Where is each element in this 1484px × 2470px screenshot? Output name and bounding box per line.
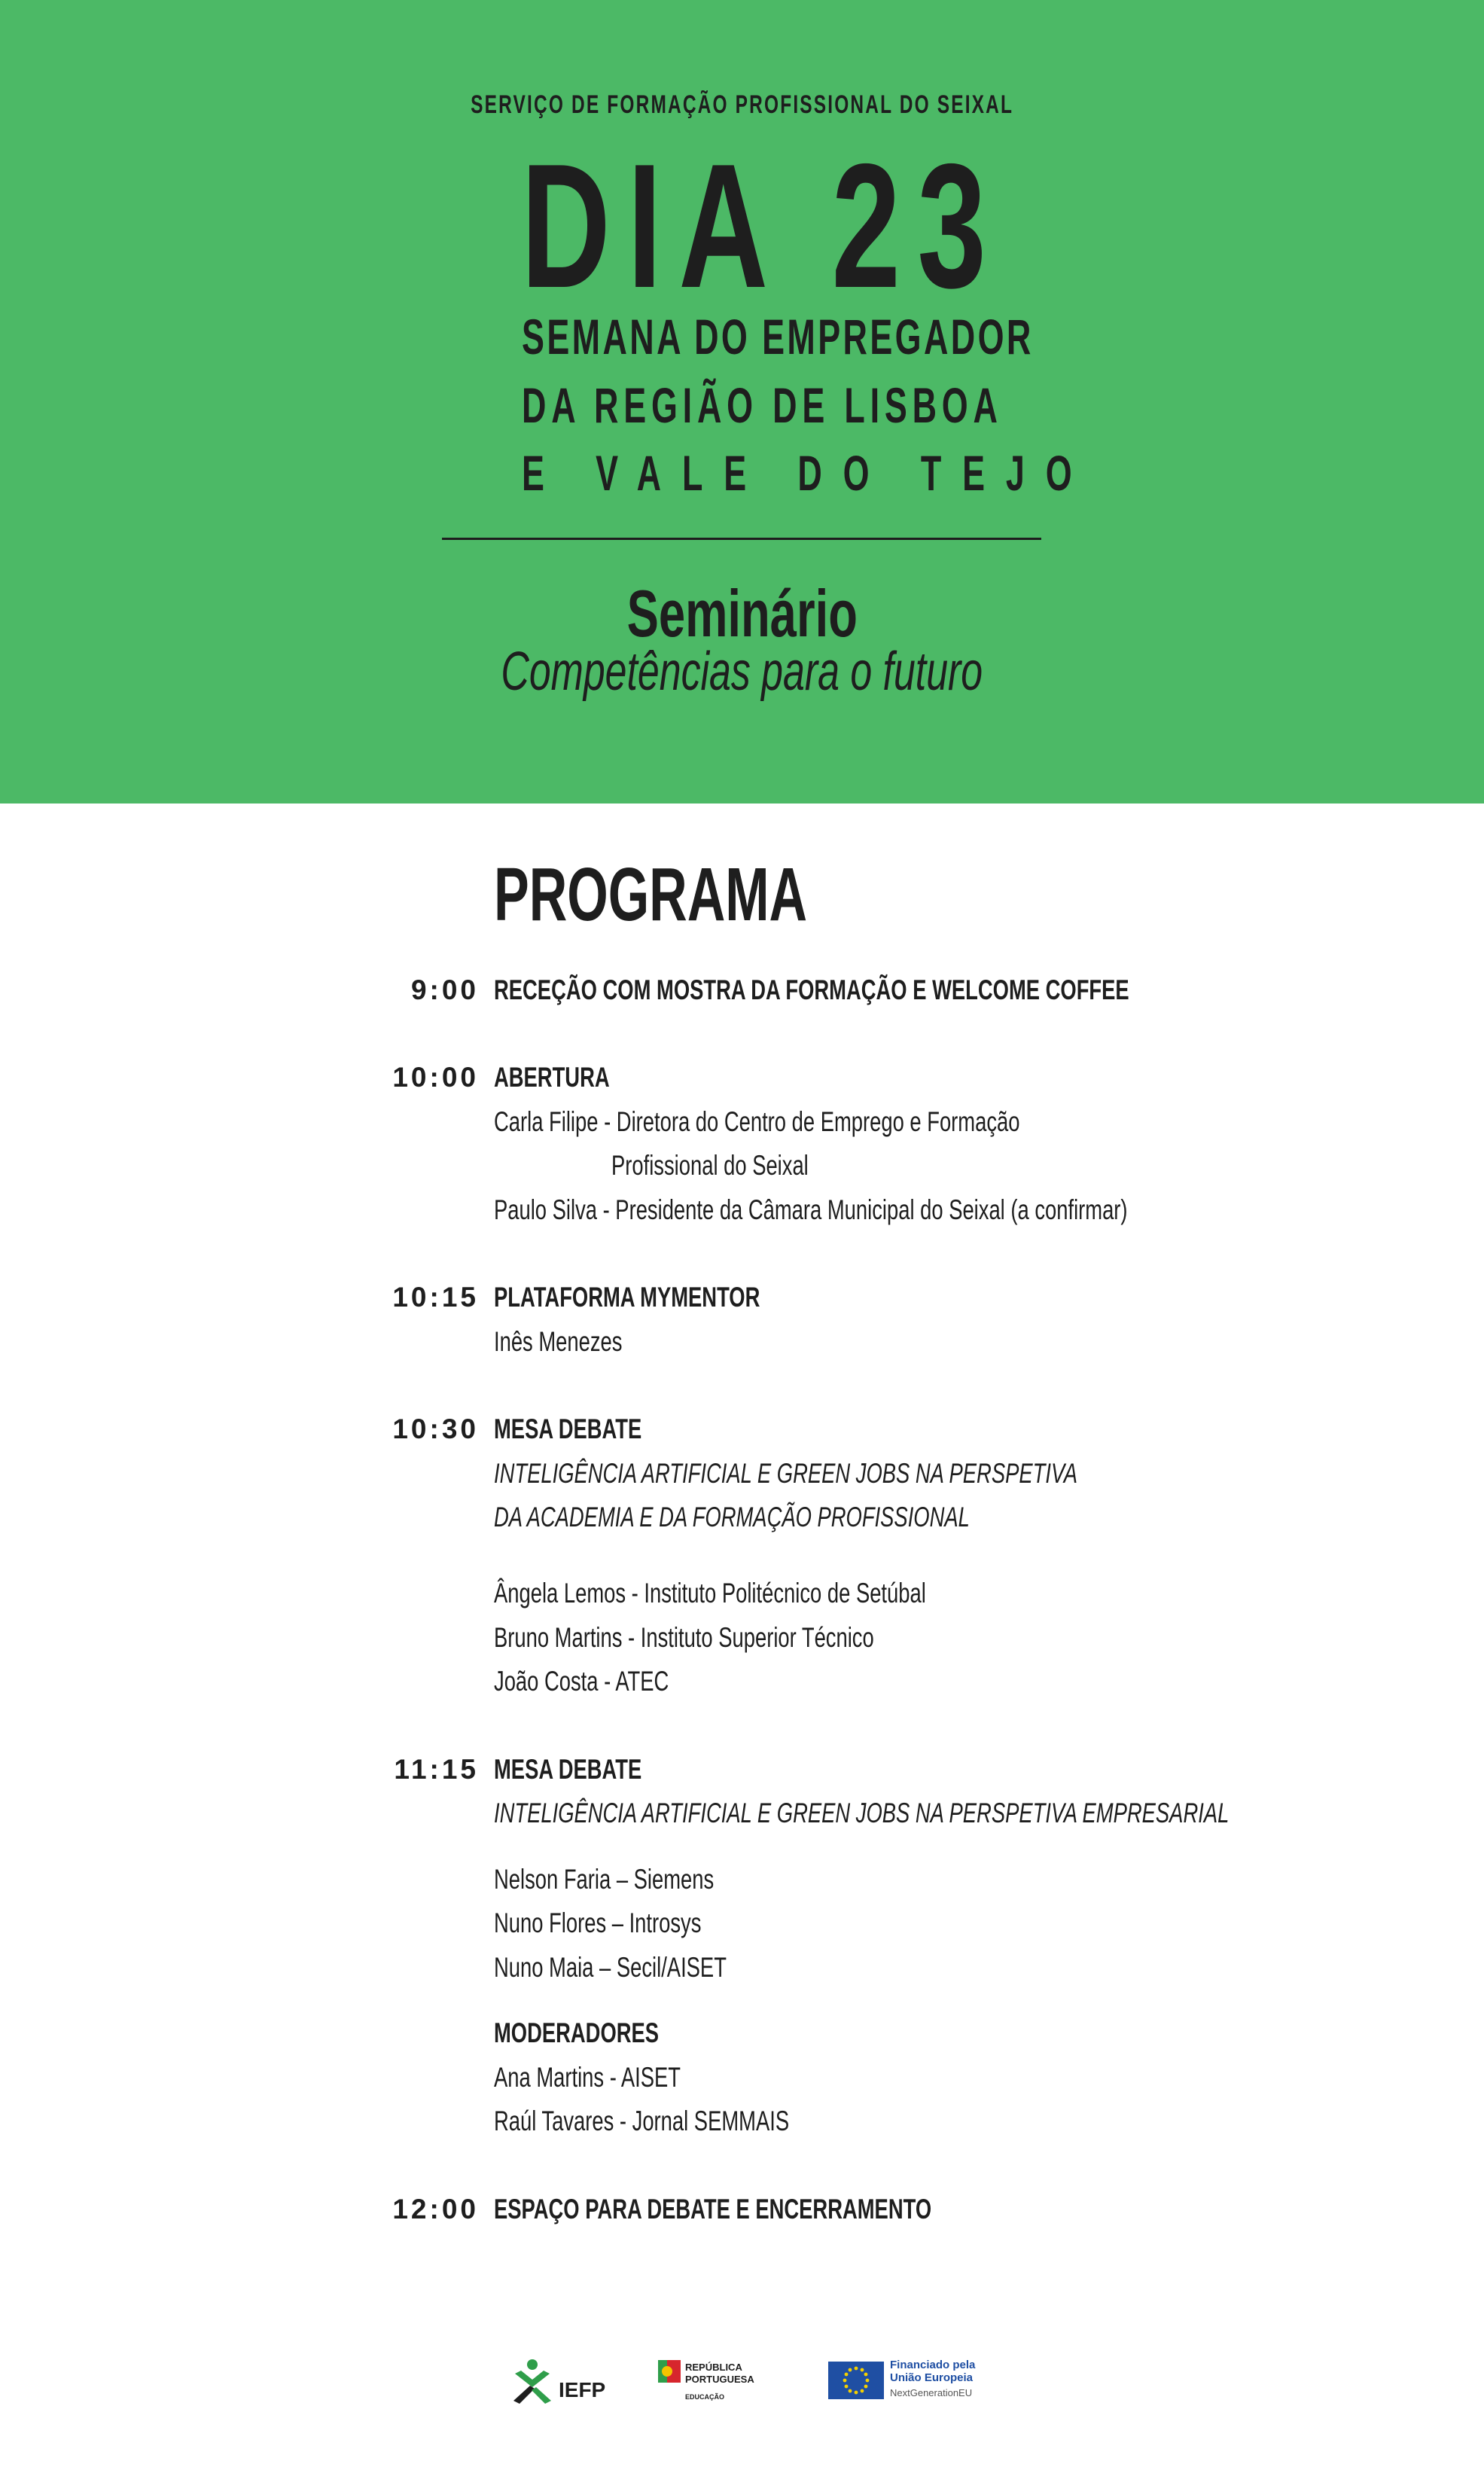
divider <box>442 538 1041 540</box>
organization-name: SERVIÇO DE FORMAÇÃO PROFISSIONAL DO SEIXAL <box>471 90 1013 119</box>
session-line: Paulo Silva - Presidente da Câmara Municipal do Seixal (a confirmar) <box>494 1194 1128 1225</box>
headline: DIA 23 <box>521 127 1004 325</box>
speaker: Bruno Martins - Instituto Superior Técnico <box>494 1622 874 1653</box>
speaker: Ângela Lemos - Instituto Politécnico de Setúbal <box>494 1578 926 1609</box>
session-title: PLATAFORMA MYMENTOR <box>494 1282 760 1313</box>
event-type: Seminário <box>626 576 858 651</box>
time-label: 10:15 <box>392 1282 479 1313</box>
session-subtitle: DA ACADEMIA E DA FORMAÇÃO PROFISSIONAL <box>494 1502 970 1532</box>
moderator: Raúl Tavares - Jornal SEMMAIS <box>494 2106 790 2136</box>
session-title: RECEÇÃO COM MOSTRA DA FORMAÇÃO E WELCOME COFFEE <box>494 974 1129 1005</box>
eu-flag-icon <box>828 2362 884 2399</box>
footer-logos <box>0 2357 1484 2417</box>
republica-label: REPÚBLICA PORTUGUESA <box>685 2362 754 2385</box>
iefp-label: IEFP <box>559 2378 606 2401</box>
republica-sublabel: EDUCAÇÃO <box>685 2393 725 2401</box>
republica-portuguesa-logo <box>658 2357 771 2410</box>
session-line: Carla Filipe - Diretora do Centro de Emprego e Formação <box>494 1106 1020 1137</box>
time-label: 12:00 <box>392 2194 479 2225</box>
iefp-figure-icon <box>509 2357 556 2404</box>
session-title: ABERTURA <box>494 1062 610 1093</box>
session-subtitle: INTELIGÊNCIA ARTIFICIAL E GREEN JOBS NA PERSPETIVA EMPRESARIAL <box>494 1798 1230 1828</box>
session-title: MESA DEBATE <box>494 1754 642 1785</box>
event-theme: Competências para o futuro <box>501 642 983 702</box>
eu-sublabel: NextGenerationEU <box>890 2387 973 2398</box>
speaker: Nuno Maia – Secil/AISET <box>494 1952 727 1983</box>
session-title: MESA DEBATE <box>494 1413 642 1444</box>
subtitle-line-1: SEMANA DO EMPREGADOR <box>522 309 1034 364</box>
moderator: Ana Martins - AISET <box>494 2062 681 2093</box>
session-title: ESPAÇO PARA DEBATE E ENCERRAMENTO <box>494 2194 932 2225</box>
time-label: 10:30 <box>392 1413 479 1444</box>
eu-label: Financiado pela União Europeia <box>890 2359 976 2384</box>
portugal-flag-icon <box>658 2357 682 2387</box>
speaker: Nelson Faria – Siemens <box>494 1864 715 1895</box>
session-subtitle: INTELIGÊNCIA ARTIFICIAL E GREEN JOBS NA PERSPETIVA <box>494 1458 1077 1489</box>
time-label: 11:15 <box>394 1754 479 1785</box>
speaker: João Costa - ATEC <box>494 1666 669 1697</box>
subtitle-line-2: DA REGIÃO DE LISBOA <box>522 377 1003 433</box>
time-label: 9:00 <box>410 974 479 1005</box>
session-line: Inês Menezes <box>494 1326 623 1357</box>
subtitle-line-3: E VALE DO TEJO <box>522 445 1093 501</box>
eu-funding-logo <box>828 2357 994 2410</box>
session-line: Profissional do Seixal <box>611 1150 809 1181</box>
program-title: PROGRAMA <box>494 852 808 937</box>
speaker: Nuno Flores – Introsys <box>494 1907 702 1938</box>
iefp-logo <box>509 2357 607 2410</box>
moderators-label: MODERADORES <box>494 2017 660 2048</box>
time-label: 10:00 <box>392 1062 479 1093</box>
